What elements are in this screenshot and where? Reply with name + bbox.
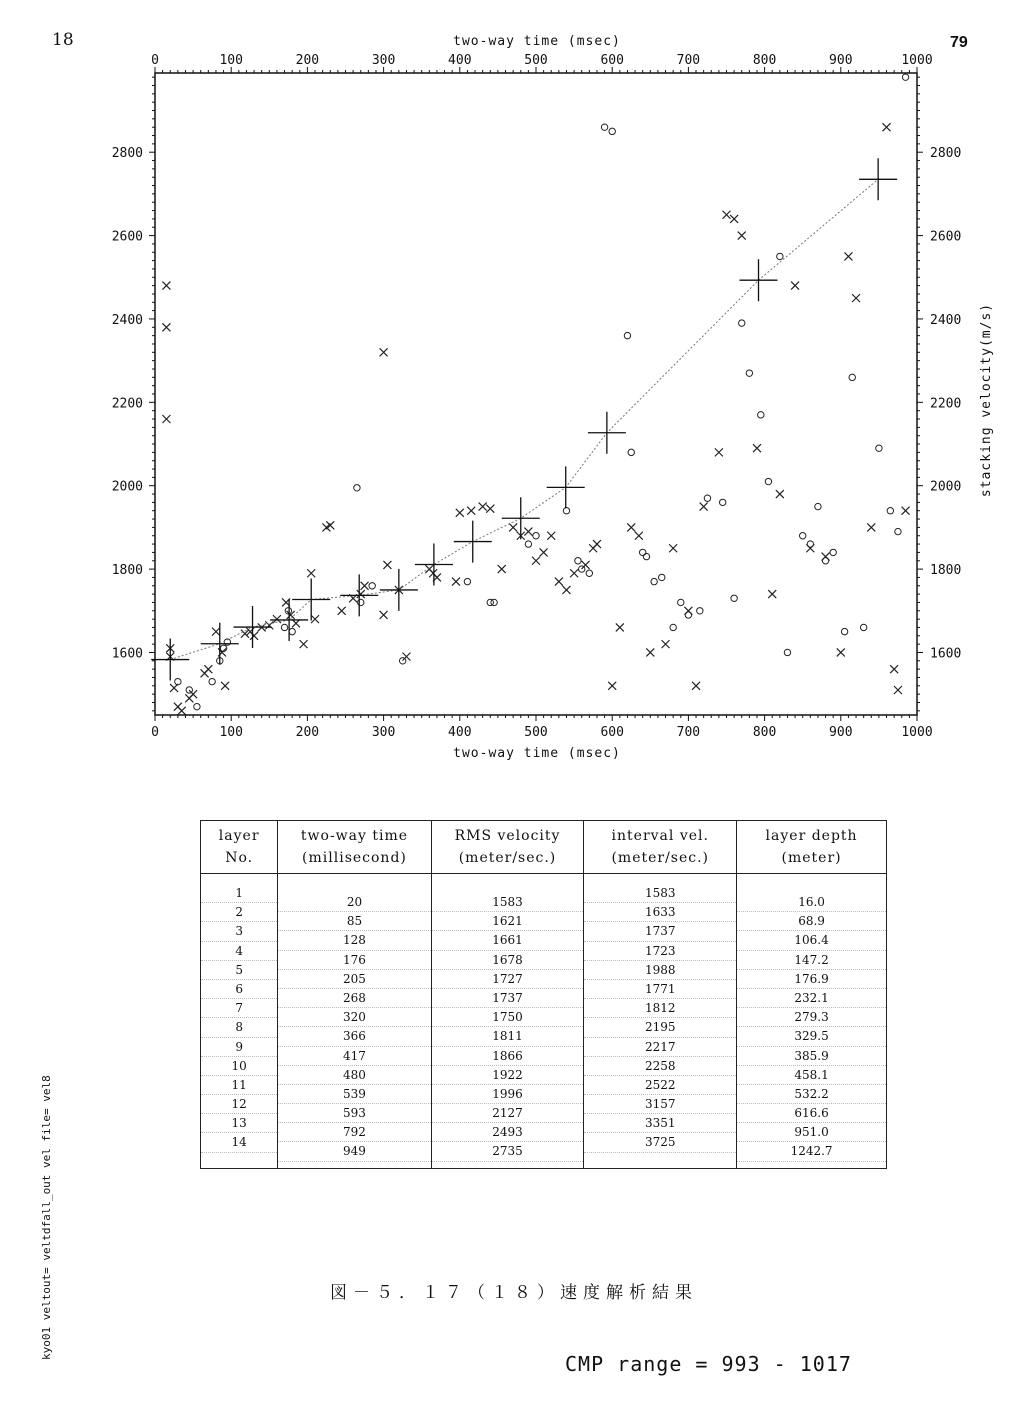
velocity-pick-cross [547, 466, 585, 508]
circle-marker-point [731, 595, 737, 601]
x-tick-label-bottom: 300 [371, 725, 396, 740]
circle-marker-point [841, 628, 847, 634]
x-marker-point [883, 123, 891, 131]
circle-marker-point [464, 578, 470, 584]
header-interval: interval vel. (meter/sec.) [584, 821, 737, 874]
velocity-pick-cross [380, 569, 418, 611]
x-marker-point [326, 521, 334, 529]
circle-marker-point [643, 553, 649, 559]
plot-frame [155, 73, 917, 715]
y-tick-label-left: 2800 [111, 146, 143, 162]
x-marker-point [452, 578, 460, 586]
circle-marker-point [358, 599, 364, 605]
rms-cell: 1678 [432, 951, 584, 970]
circle-marker-point [777, 253, 783, 259]
circle-marker-point [876, 445, 882, 451]
twt-cell: 593 [278, 1104, 430, 1123]
depth-cell: 458.1 [737, 1066, 886, 1085]
rms-cell: 1866 [432, 1047, 584, 1066]
side-note: kyo01 veltout= veltdfall_out vel file= vel8 [40, 1075, 53, 1360]
rms-cell: 1750 [432, 1008, 584, 1027]
x-tick-label-top: 800 [752, 53, 777, 68]
y-tick-label-right: 1800 [930, 563, 962, 579]
x-marker-point [265, 621, 273, 629]
x-marker-point [498, 565, 506, 573]
x-axis-label-bottom: two-way time (msec) [453, 746, 621, 761]
velocity-picks [151, 158, 897, 680]
depth-cell: 329.5 [737, 1027, 886, 1046]
circle-marker-point [601, 124, 607, 130]
interval-column [584, 884, 736, 1153]
x-marker-point [162, 415, 170, 423]
velocity-pick-cross [234, 606, 272, 648]
y-tick-label-left: 2600 [111, 229, 143, 245]
x-marker-point [570, 569, 578, 577]
interval-cell: 1583 [584, 884, 736, 903]
circle-marker-point [670, 624, 676, 630]
x-marker-point [738, 232, 746, 240]
twt-cell: 417 [278, 1047, 430, 1066]
interval-cell: 1771 [584, 980, 736, 999]
circle-marker-series [175, 74, 909, 710]
x-tick-label-bottom: 600 [600, 725, 624, 740]
rms-cell: 2735 [432, 1142, 584, 1161]
circle-marker-point [533, 533, 539, 539]
circle-marker-point [575, 558, 581, 564]
layer-number-cell: 13 [201, 1114, 277, 1133]
velocity-pick-cross [340, 574, 378, 616]
circle-marker-point [849, 374, 855, 380]
circle-marker-point [860, 624, 866, 630]
y-axis-label: stacking velocity(m/s) [979, 302, 994, 498]
x-marker-point [852, 294, 860, 302]
x-marker-point [162, 282, 170, 290]
x-marker-point [383, 561, 391, 569]
twt-cell: 320 [278, 1008, 430, 1027]
x-marker-point [582, 561, 590, 569]
x-tick-label-bottom: 0 [151, 725, 159, 740]
circle-marker-point [194, 703, 200, 709]
x-marker-point [894, 686, 902, 694]
rms-cell: 1583 [432, 893, 584, 912]
twt-cell: 480 [278, 1066, 430, 1085]
x-marker-point [380, 348, 388, 356]
x-marker-point [456, 509, 464, 517]
circle-marker-point [525, 541, 531, 547]
twt-cell: 366 [278, 1027, 430, 1046]
y-tick-label-left: 2400 [111, 312, 143, 328]
x-tick-label-bottom: 700 [676, 725, 701, 740]
interval-cell: 2522 [584, 1076, 736, 1095]
velocity-pick-cross [454, 521, 492, 563]
x-marker-point [753, 444, 761, 452]
x-tick-label-bottom: 1000 [901, 725, 933, 740]
layer-number-cell: 9 [201, 1038, 277, 1057]
velocity-pick-cross [588, 412, 626, 454]
circle-marker-point [624, 332, 630, 338]
circle-marker-point [609, 128, 615, 134]
rms-cell: 1811 [432, 1027, 584, 1046]
circle-marker-point [697, 608, 703, 614]
layer-number-cell: 10 [201, 1057, 277, 1076]
depth-column [737, 884, 886, 1162]
depth-cell: 16.0 [737, 893, 886, 912]
x-marker-point [669, 544, 677, 552]
depth-cell: 616.6 [737, 1104, 886, 1123]
x-marker-point [593, 540, 601, 548]
x-tick-label-bottom: 500 [524, 725, 548, 740]
x-marker-point [635, 532, 643, 540]
interval-cell: 2258 [584, 1057, 736, 1076]
velocity-pick-cross [415, 544, 453, 586]
interval-cell: 1633 [584, 903, 736, 922]
velocity-pick-cross [151, 639, 189, 681]
x-tick-label-top: 600 [600, 53, 624, 68]
circle-marker-point [800, 533, 806, 539]
x-marker-point [890, 665, 898, 673]
circle-marker-point [678, 599, 684, 605]
x-tick-label-bottom: 800 [752, 725, 777, 740]
interval-cell: 1737 [584, 922, 736, 941]
cmp-range: CMP range = 993 - 1017 [565, 1352, 852, 1376]
circle-marker-point [354, 485, 360, 491]
x-tick-label-top: 700 [676, 53, 701, 68]
circle-marker-point [281, 624, 287, 630]
layer-number-cell: 4 [201, 942, 277, 961]
x-marker-point [844, 252, 852, 260]
x-marker-point [221, 682, 229, 690]
header-depth: layer depth (meter) [737, 821, 887, 874]
circle-marker-point [739, 320, 745, 326]
twt-cell: 205 [278, 970, 430, 989]
twt-cell: 20 [278, 893, 430, 912]
x-marker-point [204, 665, 212, 673]
x-tick-label-top: 1000 [901, 53, 933, 68]
velocity-pick-cross [292, 579, 330, 621]
x-marker-point [287, 611, 295, 619]
x-marker-series [162, 123, 909, 715]
depth-cell: 147.2 [737, 951, 886, 970]
x-marker-point [730, 215, 738, 223]
x-tick-label-top: 500 [524, 53, 548, 68]
y-tick-label-right: 2200 [930, 396, 962, 412]
x-marker-point [532, 557, 540, 565]
twt-cell: 792 [278, 1123, 430, 1142]
x-marker-point [715, 448, 723, 456]
table-body-row [201, 874, 887, 1169]
twt-cell: 268 [278, 989, 430, 1008]
x-marker-point [837, 648, 845, 656]
rms-cell: 1737 [432, 989, 584, 1008]
circle-marker-point [563, 508, 569, 514]
circle-marker-point [639, 549, 645, 555]
circle-marker-point [491, 599, 497, 605]
velocity-pick-cross [201, 623, 239, 665]
x-marker-point [700, 503, 708, 511]
x-marker-point [692, 682, 700, 690]
x-marker-point [402, 653, 410, 661]
layer-number-cell: 14 [201, 1133, 277, 1152]
rms-column [432, 884, 584, 1162]
layer-number-cell: 6 [201, 980, 277, 999]
interval-cell: 1723 [584, 942, 736, 961]
circle-marker-point [651, 578, 657, 584]
interval-cell: 3725 [584, 1133, 736, 1152]
x-marker-point [162, 323, 170, 331]
x-marker-point [189, 690, 197, 698]
circle-marker-point [719, 499, 725, 505]
x-tick-label-bottom: 400 [448, 725, 472, 740]
depth-cell: 68.9 [737, 912, 886, 931]
velocity-table [200, 820, 887, 1169]
interval-cell: 3157 [584, 1095, 736, 1114]
x-marker-point [608, 682, 616, 690]
circle-marker-point [895, 528, 901, 534]
circle-marker-point [369, 583, 375, 589]
rms-cell: 1661 [432, 931, 584, 950]
velocity-pick-cross [740, 259, 778, 301]
x-marker-point [361, 582, 369, 590]
x-tick-label-bottom: 100 [219, 725, 243, 740]
rms-cell: 1996 [432, 1085, 584, 1104]
layer-number-cell: 1 [201, 884, 277, 903]
x-marker-point [509, 523, 517, 531]
x-marker-point [250, 632, 258, 640]
twt-cell: 128 [278, 931, 430, 950]
circle-marker-point [902, 74, 908, 80]
x-marker-point [357, 590, 365, 598]
y-tick-label-right: 2400 [930, 312, 962, 328]
circle-marker-point [830, 549, 836, 555]
x-marker-point [627, 523, 635, 531]
x-marker-point [776, 490, 784, 498]
x-marker-point [307, 569, 315, 577]
twt-cell: 85 [278, 912, 430, 931]
x-marker-point [547, 532, 555, 540]
y-tick-label-left: 2200 [111, 396, 143, 412]
x-marker-point [311, 615, 319, 623]
circle-marker-point [758, 412, 764, 418]
depth-cell: 106.4 [737, 931, 886, 950]
x-axis-label-top: two-way time (msec) [453, 34, 621, 49]
y-tick-label-left: 1800 [111, 563, 143, 579]
x-marker-point [867, 523, 875, 531]
x-tick-label-top: 400 [448, 53, 472, 68]
x-marker-point [178, 707, 186, 715]
x-marker-point [662, 640, 670, 648]
circle-marker-point [685, 612, 691, 618]
circle-marker-point [815, 503, 821, 509]
header-twt: two-way time (millisecond) [278, 821, 431, 874]
x-tick-label-top: 0 [151, 53, 159, 68]
interval-cell: 2195 [584, 1018, 736, 1037]
chart-axes [112, 53, 962, 740]
y-tick-label-right: 2600 [930, 229, 962, 245]
rms-cell: 1621 [432, 912, 584, 931]
rms-cell: 2127 [432, 1104, 584, 1123]
depth-cell: 232.1 [737, 989, 886, 1008]
layer-number-cell: 2 [201, 903, 277, 922]
y-tick-label-right: 1600 [930, 646, 962, 662]
interval-cell: 2217 [584, 1038, 736, 1057]
x-tick-label-top: 100 [219, 53, 243, 68]
page-number-left: 18 [52, 30, 74, 50]
x-marker-point [524, 528, 532, 536]
layer-number-cell: 5 [201, 961, 277, 980]
circle-marker-point [586, 570, 592, 576]
figure-caption: 図－５．１７（１８）速度解析結果 [330, 1283, 698, 1303]
depth-cell: 951.0 [737, 1123, 886, 1142]
velocity-pick-cross [859, 158, 897, 200]
layer-number-cell: 8 [201, 1018, 277, 1037]
x-marker-point [540, 548, 548, 556]
circle-marker-point [659, 574, 665, 580]
interval-cell: 1988 [584, 961, 736, 980]
x-tick-label-bottom: 200 [295, 725, 320, 740]
circle-marker-point [746, 370, 752, 376]
circle-marker-point [209, 678, 215, 684]
depth-cell: 279.3 [737, 1008, 886, 1027]
circle-marker-point [822, 558, 828, 564]
x-tick-label-top: 300 [371, 53, 396, 68]
x-marker-point [723, 211, 731, 219]
depth-cell: 532.2 [737, 1085, 886, 1104]
layer-column [201, 884, 277, 1153]
y-tick-label-right: 2000 [930, 479, 962, 495]
x-marker-point [791, 282, 799, 290]
velocity-pick-cross [270, 599, 308, 641]
x-tick-label-top: 200 [295, 53, 320, 68]
circle-marker-point [289, 628, 295, 634]
x-marker-point [467, 507, 475, 515]
circle-marker-point [765, 478, 771, 484]
twt-cell: 949 [278, 1142, 430, 1161]
rms-cell: 2493 [432, 1123, 584, 1142]
twt-cell: 539 [278, 1085, 430, 1104]
layer-number-cell: 7 [201, 999, 277, 1018]
page-number-right: 79 [950, 34, 968, 51]
layer-number-cell: 3 [201, 922, 277, 941]
layer-number-cell: 11 [201, 1076, 277, 1095]
x-marker-point [902, 507, 910, 515]
interval-cell: 3351 [584, 1114, 736, 1133]
depth-cell: 385.9 [737, 1047, 886, 1066]
y-tick-label-left: 2000 [111, 479, 143, 495]
layer-number-cell: 12 [201, 1095, 277, 1114]
circle-marker-point [807, 541, 813, 547]
x-marker-point [212, 628, 220, 636]
twt-column [278, 884, 430, 1162]
depth-cell: 1242.7 [737, 1142, 886, 1161]
x-marker-point [380, 611, 388, 619]
x-marker-point [646, 648, 654, 656]
x-marker-point [555, 578, 563, 586]
y-tick-label-right: 2800 [930, 146, 962, 162]
interval-cell: 1812 [584, 999, 736, 1018]
circle-marker-point [628, 449, 634, 455]
header-rms: RMS velocity (meter/sec.) [431, 821, 584, 874]
circle-marker-point [784, 649, 790, 655]
y-tick-label-left: 1600 [111, 646, 143, 662]
header-layer: layer No. [201, 821, 278, 874]
chart-frame [155, 73, 917, 715]
depth-cell: 176.9 [737, 970, 886, 989]
x-marker-point [616, 623, 624, 631]
circle-marker-point [887, 508, 893, 514]
table-header-row [201, 821, 887, 874]
x-tick-label-bottom: 900 [829, 725, 853, 740]
x-tick-label-top: 900 [829, 53, 853, 68]
rms-cell: 1922 [432, 1066, 584, 1085]
twt-cell: 176 [278, 951, 430, 970]
x-marker-point [479, 503, 487, 511]
x-marker-point [562, 586, 570, 594]
velocity-function-line [170, 179, 878, 659]
x-marker-point [300, 640, 308, 648]
circle-marker-point [704, 495, 710, 501]
x-marker-point [486, 505, 494, 513]
x-marker-point [338, 607, 346, 615]
x-marker-point [768, 590, 776, 598]
rms-cell: 1727 [432, 970, 584, 989]
